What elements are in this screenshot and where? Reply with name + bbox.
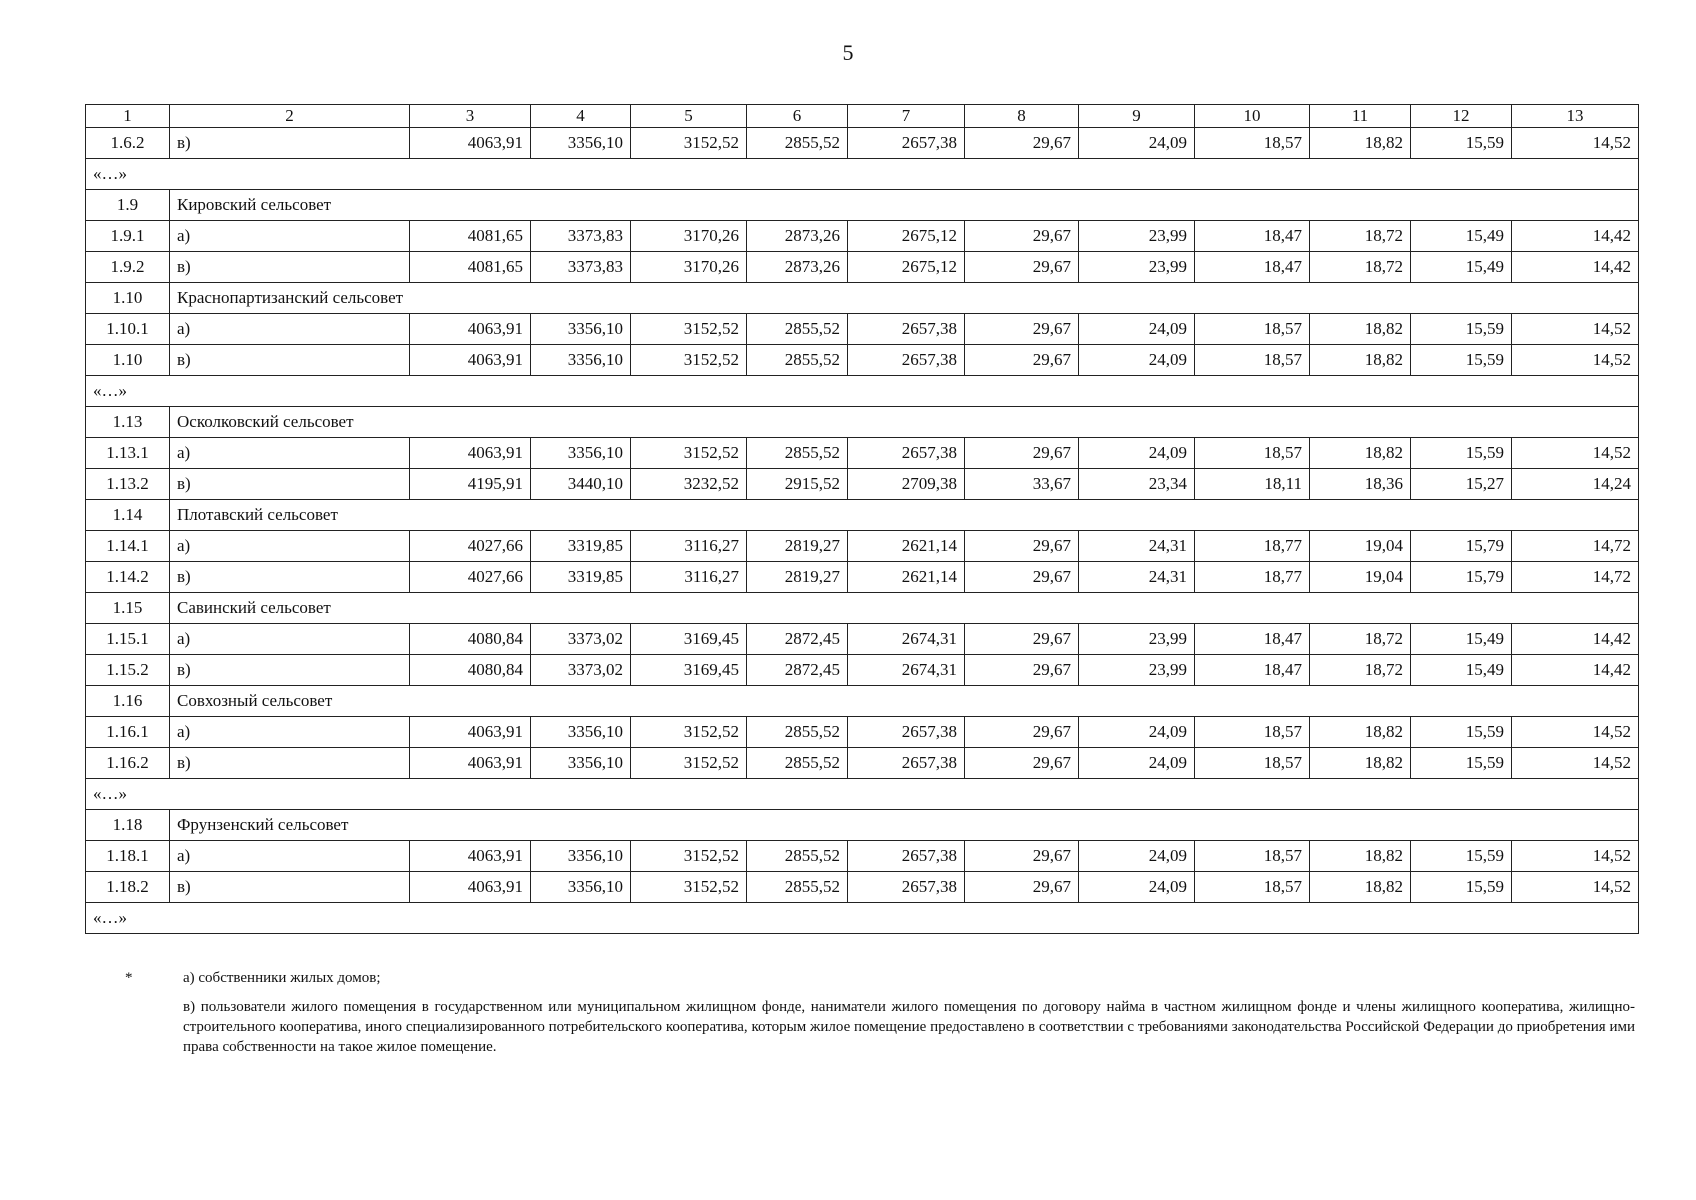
column-number: 3 [410, 105, 531, 128]
row-code: 1.16.2 [86, 748, 170, 779]
column-number: 5 [631, 105, 747, 128]
omission-marker: «…» [86, 903, 1639, 934]
column-number: 9 [1079, 105, 1195, 128]
section-title: Савинский сельсовет [170, 593, 1639, 624]
value-cell: 14,52 [1512, 717, 1639, 748]
value-cell: 29,67 [965, 748, 1079, 779]
row-code: 1.18.2 [86, 872, 170, 903]
value-cell: 18,47 [1195, 221, 1310, 252]
value-cell: 14,52 [1512, 128, 1639, 159]
value-cell: 18,72 [1310, 252, 1411, 283]
value-cell: 2657,38 [848, 748, 965, 779]
value-cell: 2621,14 [848, 562, 965, 593]
value-cell: 2674,31 [848, 624, 965, 655]
row-code: 1.15.1 [86, 624, 170, 655]
value-cell: 3152,52 [631, 841, 747, 872]
value-cell: 4063,91 [410, 841, 531, 872]
row-label: а) [170, 221, 410, 252]
value-cell: 3356,10 [531, 438, 631, 469]
table-row [86, 624, 1639, 655]
table-row [86, 345, 1639, 376]
row-code: 1.6.2 [86, 128, 170, 159]
value-cell: 4027,66 [410, 531, 531, 562]
value-cell: 19,04 [1310, 562, 1411, 593]
value-cell: 3152,52 [631, 748, 747, 779]
row-label: в) [170, 655, 410, 686]
value-cell: 19,04 [1310, 531, 1411, 562]
value-cell: 24,09 [1079, 314, 1195, 345]
column-number-row [86, 105, 1639, 128]
value-cell: 23,99 [1079, 252, 1195, 283]
value-cell: 29,67 [965, 345, 1079, 376]
row-label: а) [170, 841, 410, 872]
section-row [86, 593, 1639, 624]
value-cell: 3169,45 [631, 655, 747, 686]
value-cell: 2675,12 [848, 221, 965, 252]
value-cell: 3440,10 [531, 469, 631, 500]
value-cell: 4027,66 [410, 562, 531, 593]
value-cell: 29,67 [965, 655, 1079, 686]
table-row [86, 314, 1639, 345]
row-label: в) [170, 128, 410, 159]
value-cell: 2657,38 [848, 128, 965, 159]
table-row [86, 128, 1639, 159]
column-number: 11 [1310, 105, 1411, 128]
value-cell: 18,82 [1310, 841, 1411, 872]
section-row [86, 190, 1639, 221]
omission-marker: «…» [86, 376, 1639, 407]
row-code: 1.9 [86, 190, 170, 221]
value-cell: 3169,45 [631, 624, 747, 655]
value-cell: 4063,91 [410, 314, 531, 345]
tariff-table [85, 104, 1639, 934]
value-cell: 33,67 [965, 469, 1079, 500]
value-cell: 4063,91 [410, 717, 531, 748]
value-cell: 24,09 [1079, 345, 1195, 376]
value-cell: 3170,26 [631, 252, 747, 283]
row-code: 1.14 [86, 500, 170, 531]
value-cell: 23,99 [1079, 655, 1195, 686]
value-cell: 2873,26 [747, 221, 848, 252]
value-cell: 2657,38 [848, 872, 965, 903]
value-cell: 18,82 [1310, 345, 1411, 376]
value-cell: 14,52 [1512, 345, 1639, 376]
row-code: 1.15.2 [86, 655, 170, 686]
value-cell: 18,82 [1310, 314, 1411, 345]
value-cell: 2855,52 [747, 841, 848, 872]
column-number: 2 [170, 105, 410, 128]
table-row [86, 438, 1639, 469]
value-cell: 2657,38 [848, 717, 965, 748]
table-body [86, 105, 1639, 934]
column-number: 13 [1512, 105, 1639, 128]
omission-marker: «…» [86, 779, 1639, 810]
value-cell: 29,67 [965, 221, 1079, 252]
value-cell: 4080,84 [410, 624, 531, 655]
value-cell: 2657,38 [848, 345, 965, 376]
value-cell: 15,49 [1411, 252, 1512, 283]
value-cell: 4080,84 [410, 655, 531, 686]
value-cell: 14,42 [1512, 655, 1639, 686]
section-title: Совхозный сельсовет [170, 686, 1639, 717]
value-cell: 24,09 [1079, 438, 1195, 469]
row-label: в) [170, 748, 410, 779]
section-row [86, 686, 1639, 717]
value-cell: 2873,26 [747, 252, 848, 283]
column-number: 8 [965, 105, 1079, 128]
section-title: Кировский сельсовет [170, 190, 1639, 221]
value-cell: 23,99 [1079, 221, 1195, 252]
value-cell: 29,67 [965, 531, 1079, 562]
value-cell: 4063,91 [410, 748, 531, 779]
value-cell: 14,42 [1512, 221, 1639, 252]
section-title: Осколковский сельсовет [170, 407, 1639, 438]
value-cell: 24,09 [1079, 717, 1195, 748]
value-cell: 2657,38 [848, 314, 965, 345]
row-label: а) [170, 624, 410, 655]
value-cell: 18,57 [1195, 128, 1310, 159]
value-cell: 15,49 [1411, 221, 1512, 252]
row-code: 1.16 [86, 686, 170, 717]
value-cell: 3356,10 [531, 748, 631, 779]
ellipsis-row [86, 903, 1639, 934]
value-cell: 29,67 [965, 128, 1079, 159]
row-label: а) [170, 438, 410, 469]
value-cell: 15,59 [1411, 314, 1512, 345]
value-cell: 3152,52 [631, 872, 747, 903]
value-cell: 24,09 [1079, 872, 1195, 903]
row-code: 1.13.2 [86, 469, 170, 500]
value-cell: 2819,27 [747, 531, 848, 562]
value-cell: 2855,52 [747, 717, 848, 748]
value-cell: 4063,91 [410, 128, 531, 159]
row-label: в) [170, 252, 410, 283]
value-cell: 18,82 [1310, 872, 1411, 903]
value-cell: 3170,26 [631, 221, 747, 252]
table-row [86, 562, 1639, 593]
row-code: 1.18.1 [86, 841, 170, 872]
value-cell: 14,52 [1512, 438, 1639, 469]
value-cell: 18,57 [1195, 314, 1310, 345]
value-cell: 15,49 [1411, 655, 1512, 686]
row-label: в) [170, 345, 410, 376]
section-row [86, 500, 1639, 531]
value-cell: 3319,85 [531, 531, 631, 562]
value-cell: 2855,52 [747, 872, 848, 903]
value-cell: 2855,52 [747, 438, 848, 469]
value-cell: 2674,31 [848, 655, 965, 686]
value-cell: 14,52 [1512, 841, 1639, 872]
table-row [86, 717, 1639, 748]
section-row [86, 810, 1639, 841]
value-cell: 14,42 [1512, 624, 1639, 655]
column-number: 10 [1195, 105, 1310, 128]
table-row [86, 252, 1639, 283]
omission-marker: «…» [86, 159, 1639, 190]
value-cell: 29,67 [965, 314, 1079, 345]
ellipsis-row [86, 159, 1639, 190]
row-code: 1.14.2 [86, 562, 170, 593]
value-cell: 15,79 [1411, 531, 1512, 562]
value-cell: 2855,52 [747, 128, 848, 159]
value-cell: 15,59 [1411, 345, 1512, 376]
footnote-line-v: в) пользователи жилого помещения в государственном или муниципальном жилищном фонде, наниматели жилого помещения по договору найма в частном жилищном фонде и члены жилищного кооператива, жилищно-строительного кооператива, иного специализированного потребительского кооператива, которым жилое помещение предоставлено в соответствии с требованиями законодательства Российской Федерации до приобретения ими права собственности на такое жилое помещение. [183, 999, 1635, 1055]
table-row [86, 841, 1639, 872]
value-cell: 18,57 [1195, 841, 1310, 872]
value-cell: 3116,27 [631, 531, 747, 562]
value-cell: 2915,52 [747, 469, 848, 500]
value-cell: 3319,85 [531, 562, 631, 593]
value-cell: 2855,52 [747, 345, 848, 376]
value-cell: 2855,52 [747, 314, 848, 345]
table-row [86, 531, 1639, 562]
value-cell: 24,09 [1079, 128, 1195, 159]
value-cell: 18,77 [1195, 531, 1310, 562]
column-number: 4 [531, 105, 631, 128]
ellipsis-row [86, 376, 1639, 407]
value-cell: 18,82 [1310, 717, 1411, 748]
table-row [86, 469, 1639, 500]
row-label: в) [170, 872, 410, 903]
value-cell: 18,47 [1195, 252, 1310, 283]
value-cell: 29,67 [965, 841, 1079, 872]
table-row [86, 655, 1639, 686]
value-cell: 3232,52 [631, 469, 747, 500]
value-cell: 2675,12 [848, 252, 965, 283]
value-cell: 4081,65 [410, 252, 531, 283]
value-cell: 24,31 [1079, 531, 1195, 562]
value-cell: 15,59 [1411, 438, 1512, 469]
ellipsis-row [86, 779, 1639, 810]
value-cell: 18,77 [1195, 562, 1310, 593]
value-cell: 14,72 [1512, 562, 1639, 593]
row-code: 1.15 [86, 593, 170, 624]
value-cell: 18,82 [1310, 748, 1411, 779]
value-cell: 18,36 [1310, 469, 1411, 500]
value-cell: 24,09 [1079, 841, 1195, 872]
footnote-marker: * [125, 970, 133, 986]
value-cell: 4063,91 [410, 872, 531, 903]
value-cell: 4195,91 [410, 469, 531, 500]
value-cell: 3356,10 [531, 841, 631, 872]
value-cell: 15,79 [1411, 562, 1512, 593]
value-cell: 4063,91 [410, 345, 531, 376]
value-cell: 3152,52 [631, 717, 747, 748]
value-cell: 3152,52 [631, 438, 747, 469]
value-cell: 2709,38 [848, 469, 965, 500]
value-cell: 14,52 [1512, 314, 1639, 345]
value-cell: 29,67 [965, 252, 1079, 283]
section-title: Плотавский сельсовет [170, 500, 1639, 531]
row-code: 1.10 [86, 283, 170, 314]
value-cell: 29,67 [965, 717, 1079, 748]
row-label: а) [170, 531, 410, 562]
value-cell: 3152,52 [631, 128, 747, 159]
value-cell: 18,72 [1310, 655, 1411, 686]
row-code: 1.10.1 [86, 314, 170, 345]
value-cell: 3116,27 [631, 562, 747, 593]
value-cell: 3152,52 [631, 314, 747, 345]
row-code: 1.18 [86, 810, 170, 841]
value-cell: 18,57 [1195, 748, 1310, 779]
value-cell: 15,59 [1411, 128, 1512, 159]
value-cell: 18,82 [1310, 438, 1411, 469]
table-row [86, 748, 1639, 779]
value-cell: 29,67 [965, 872, 1079, 903]
value-cell: 3356,10 [531, 314, 631, 345]
row-label: а) [170, 314, 410, 345]
table-row [86, 221, 1639, 252]
value-cell: 3152,52 [631, 345, 747, 376]
section-title: Краснопартизанский сельсовет [170, 283, 1639, 314]
value-cell: 24,09 [1079, 748, 1195, 779]
value-cell: 2872,45 [747, 655, 848, 686]
value-cell: 18,47 [1195, 655, 1310, 686]
value-cell: 18,72 [1310, 221, 1411, 252]
row-code: 1.14.1 [86, 531, 170, 562]
value-cell: 14,42 [1512, 252, 1639, 283]
value-cell: 3356,10 [531, 717, 631, 748]
row-code: 1.9.1 [86, 221, 170, 252]
value-cell: 29,67 [965, 562, 1079, 593]
row-code: 1.9.2 [86, 252, 170, 283]
row-code: 1.13 [86, 407, 170, 438]
value-cell: 15,59 [1411, 717, 1512, 748]
value-cell: 14,52 [1512, 748, 1639, 779]
value-cell: 18,57 [1195, 717, 1310, 748]
value-cell: 18,57 [1195, 345, 1310, 376]
value-cell: 3356,10 [531, 345, 631, 376]
section-row [86, 283, 1639, 314]
value-cell: 3373,83 [531, 221, 631, 252]
value-cell: 3373,02 [531, 655, 631, 686]
value-cell: 18,82 [1310, 128, 1411, 159]
value-cell: 3373,02 [531, 624, 631, 655]
row-label: в) [170, 562, 410, 593]
value-cell: 18,57 [1195, 438, 1310, 469]
value-cell: 2872,45 [747, 624, 848, 655]
value-cell: 2819,27 [747, 562, 848, 593]
page-number: 5 [842, 40, 854, 65]
column-number: 6 [747, 105, 848, 128]
row-code: 1.16.1 [86, 717, 170, 748]
value-cell: 18,72 [1310, 624, 1411, 655]
value-cell: 3356,10 [531, 128, 631, 159]
value-cell: 3356,10 [531, 872, 631, 903]
value-cell: 15,59 [1411, 748, 1512, 779]
value-cell: 4063,91 [410, 438, 531, 469]
footnote-line-a: а) собственники жилых домов; [183, 970, 381, 986]
value-cell: 14,24 [1512, 469, 1639, 500]
table-row [86, 872, 1639, 903]
value-cell: 2657,38 [848, 438, 965, 469]
section-title: Фрунзенский сельсовет [170, 810, 1639, 841]
row-label: а) [170, 717, 410, 748]
section-row [86, 407, 1639, 438]
value-cell: 2621,14 [848, 531, 965, 562]
value-cell: 15,59 [1411, 841, 1512, 872]
value-cell: 29,67 [965, 624, 1079, 655]
value-cell: 15,59 [1411, 872, 1512, 903]
value-cell: 23,34 [1079, 469, 1195, 500]
row-code: 1.10 [86, 345, 170, 376]
value-cell: 14,72 [1512, 531, 1639, 562]
value-cell: 18,47 [1195, 624, 1310, 655]
column-number: 1 [86, 105, 170, 128]
column-number: 7 [848, 105, 965, 128]
value-cell: 18,57 [1195, 872, 1310, 903]
value-cell: 15,49 [1411, 624, 1512, 655]
value-cell: 3373,83 [531, 252, 631, 283]
value-cell: 2855,52 [747, 748, 848, 779]
value-cell: 18,11 [1195, 469, 1310, 500]
value-cell: 2657,38 [848, 841, 965, 872]
column-number: 12 [1411, 105, 1512, 128]
value-cell: 15,27 [1411, 469, 1512, 500]
value-cell: 23,99 [1079, 624, 1195, 655]
value-cell: 4081,65 [410, 221, 531, 252]
footnote [125, 968, 1635, 1057]
row-label: в) [170, 469, 410, 500]
value-cell: 24,31 [1079, 562, 1195, 593]
value-cell: 14,52 [1512, 872, 1639, 903]
value-cell: 29,67 [965, 438, 1079, 469]
row-code: 1.13.1 [86, 438, 170, 469]
